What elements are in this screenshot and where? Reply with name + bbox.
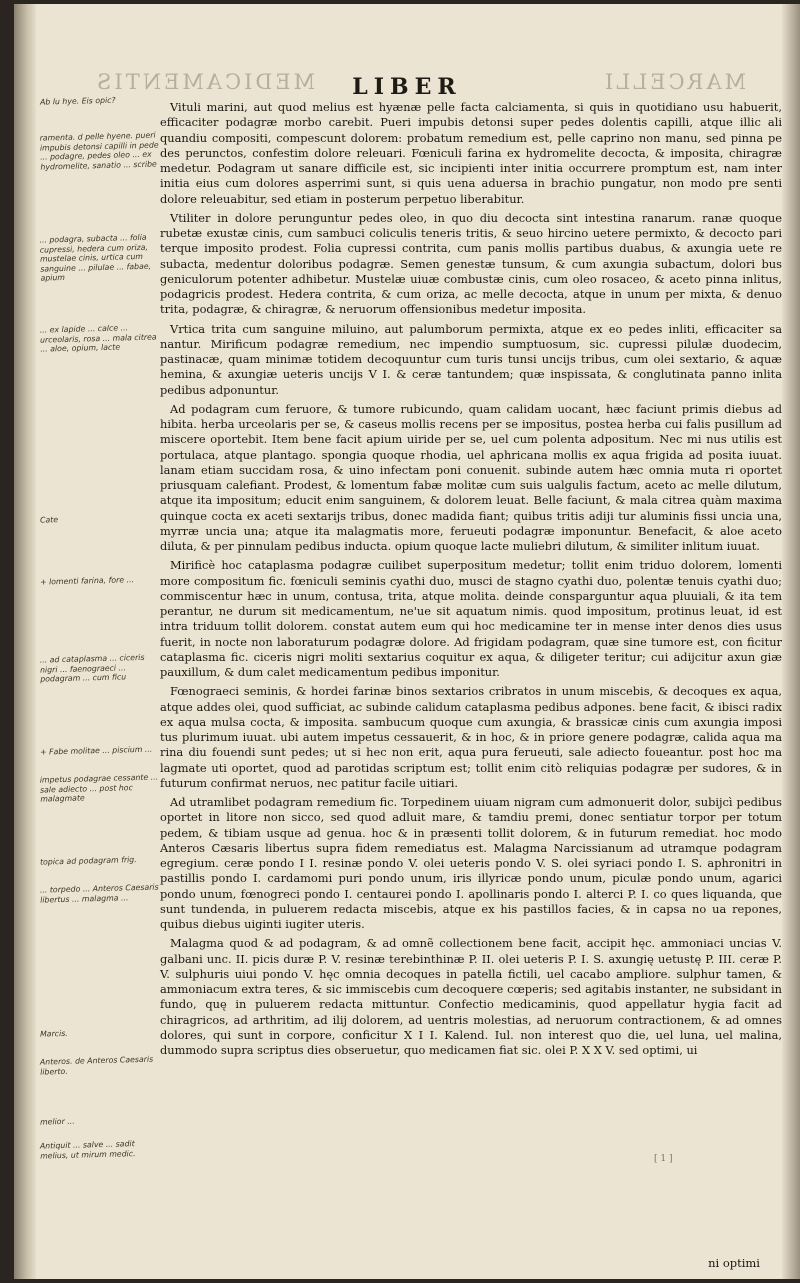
handwritten-margin-note: Ab lu hye. Eis opic?: [39, 95, 116, 107]
paragraph: Malagma quod & ad podagram, & ad omnẽ collectionem bene facit, accipit hęc. ammoniaci uncias V. galbani unc. II. picis duræ P. V. resinæ terebinthinæ P. II. olei ueteris P. I. S. axungię uetustę P. III. ceræ P. V. sulphuris uiui pondo V. hęc omnia decoques in patella fictili, uel cacabo ampliore. sulphur tamen, & ammoniacum extra teres, & sic immiscebis cum decoquere cœperis; sed agitabis instanter, ne subsidant in fundo, quę in puluerem redacta mittuntur. Confectio medicaminis, quod appellatur hygia facit ad chiragricos, ad arthritim, ad ilij dolorem, ad uentris molestias, ad neruorum contractionem, & ad omnes dolores, qui sunt in corpore, conficitur X I I. Kalend. Iul. non interest quo die, uel luna, uel malina, dummodo supra scriptus dies obseruetur, quo medicamen fiat sic. olei P. X X V. sed optimi, ui: [160, 936, 782, 1057]
main-text: [160, 100, 782, 1062]
paragraph: Vrtica trita cum sanguine miluino, aut palumborum permixta, atque ex eo pedes inliti, efficaciter sa nantur. Mirificum podagræ remedium, nec impendio sumptuosum, sic. cupressi pilulæ duodecim, pastinacæ, quam minimæ totidem decoquuntur cum turis tunsi uncijs tribus, cum olei sextario, & aquæ hemina, & axungiæ ueteris uncijs V I. & ceræ tantundem; quæ inspissata, & conglutinata panno inlita pedibus adponuntur.: [160, 321, 782, 397]
paragraph: Ad utramlibet podagram remedium fic. Torpedinem uiuam nigram cum admonuerit dolor, subijcì pedibus oportet in litore non sicco, sed quod adluit mare, & tamdiu premi, donec sentiatur torpor per totum pedem, & tibiam usque ad genua. hoc & in præsenti tollit dolorem, & in futurum remediat. hoc modo Anteros Cæsaris libertus supra fidem remediatus est. Malagma Narcissianum ad utramque podagram egregium. ceræ pondo I I. resinæ pondo V. olei ueteris pondo V. S. olei syriaci pondo I. S. aphronitri in pastillis pondo I. cardamomi puri pondo unum, iris illyricæ pondo unum, piculæ pondo unum, agarici pondo unum, fœnogreci pondo I. centaurei pondo I. apollinaris pondo I. alterci P. I. co ques liquanda, que sunt tundenda, in puluerem redacta miscebis, atque ex his pastillos facies, & in capsa no ua repones, quibus diebus uiginti iugiter uteris.: [160, 795, 782, 931]
folio-mark: [ 1 ]: [654, 1154, 673, 1164]
handwritten-margin-note: Cate: [39, 515, 59, 525]
handwritten-margin-note: Antiquit ... salve ... sadit melius, ut mirum medic.: [39, 1139, 136, 1161]
handwritten-margin-note: ... ad cataplasma ... ciceris nigri ... faenograeci ... podagram ... cum ficu: [39, 652, 145, 684]
handwritten-margin-note: ... torpedo ... Anteros Caesaris libertus ... malagma ...: [39, 882, 159, 905]
paragraph: Ad podagram cum feruore, & tumore rubicundo, quam calidam uocant, hæc faciunt primis diebus ad hibita. herba urceolaris per se, & caseus mollis recens per se impositus, postea herba cui falis pusillum ad miscere oportebit. Item bene facit apium uiride per se, uel cum polenta adpositum. Nec mi nus utilis est portulaca, atque plantago. spongia quoque rhodia, uel aphricana mollis ex aqua frigida ad posita iuuat. lanam etiam succidam rosa, & uino infectam poni conuenit. subinde autem hæc omnia muta ri oportet priusquam calefiant. Prodest, & lomentum fabæ molitæ cum suis ualgulis factum, aceto ac melle dilutum, atque ita impositum; educit enim sanguinem, & dolorem leuat. Belle faciunt, & mala citrea quàm maxima quinque cocta ex aceti sextarijs tribus, donec madida fiant; quibus tritis adiji tur aluminis fissi uncia una, myrræ uncia una; atque ita malagmatis more, ferueuti podagræ imponuntur. Benefacit, & aloe aceto diluta, & per pinnulam pedibus inducta. opium quoque lacte muliebri dilutum, & similiter inlitum iuuat.: [160, 401, 782, 553]
binding-gutter: [14, 4, 36, 1279]
paragraph: Mirificè hoc cataplasma podagræ cuilibet superpositum medetur; tollit enim triduo dolorem, lomenti more compositum fic. fœniculi seminis cyathi duo, musci de stagno cyathi duo, polentæ tenuis cyathi duo; commiscentur hæc in unum, contusa, trita, atque molita. deinde consparguntur aqua pluuiali, & ita tem perantur, ne durum sit medicamentum, ne'ue sit aquatum nimis. quod impositum, protinus leuat, id est intra triduum tollit dolorem. constat autem eum qui hoc medicamine ter in mense inter denos dies usus fuerit, in nocte non laboraturum podagræ dolore. Ad frigidam podagram, quæ sine tumore est, con ficitur cataplasma fic. ciceris nigri moliti sextarius coquitur ex aqua, & diligeter teritur; cui adijcitur axun giæ pauxillum, & dum calet medicamentum pedibus imponitur.: [160, 558, 782, 679]
paragraph: Vtiliter in dolore perunguntur pedes oleo, in quo diu decocta sint intestina ranarum. ranæ quoque rubetæ exustæ cinis, cum sambuci coliculis teneris tritis, & seuo hircino uetere permixto, & decocto pari terque imposito prodest. Folia cupressi contrita, cum panis mollis partibus duabus, & axungia uete re subacta, medentur doloribus podagræ. Semen genestæ tunsum, & cum axungia subactum, dolori bus geniculorum potenter adhibetur. Mustelæ uiuæ combustæ cinis, cum oleo rosaceo, & aceto pinna inlitus, podagricis prodest. Hedera contrita, & cum oriza, ac melle decocta, atque in unum per mixta, & denuo trita, podagræ, & chiragræ, & neruorum offensionibus medetur imposita.: [160, 210, 782, 317]
handwritten-margin-note: Anteros. de Anteros Caesaris liberto.: [39, 1054, 154, 1077]
running-header: LIBER: [352, 74, 462, 100]
handwritten-margin-note: + lomenti farina, fore ...: [39, 575, 135, 587]
bleed-through-text: MEDICAMENTIS: [94, 70, 316, 94]
handwritten-margin-note: ... podagra, subacta ... folia cupressi, hedera cum oriza, mustelae cinis, urtica cum sanguine ... pilulae ... fabae, apium: [39, 232, 152, 283]
book-page: [14, 4, 800, 1279]
handwritten-margin-note: ... ex lapide ... calce ... urceolaris, rosa ... mala citrea ... aloe, opium, lacte: [39, 323, 157, 354]
handwritten-margin-note: topica ad podagram frig.: [39, 855, 137, 867]
handwritten-margin-note: ramenta. d pelle hyene. pueri impubis detonsi capilli in pede ... podagre, pedes oleo ... ex hydromelite, sanatio ... scribe: [39, 130, 159, 172]
handwritten-margin-note: + Fabe molitae ... piscium ...: [39, 744, 153, 757]
handwritten-margin-note: Marcis.: [39, 1028, 68, 1039]
handwritten-margin-note: impetus podagrae cessante ... sale adiecto ... post hoc malagmate: [39, 772, 159, 804]
paragraph: Fœnograeci seminis, & hordei farinæ binos sextarios cribratos in unum miscebis, & decoques ex aqua, atque addes olei, quod sufficiat, ac subinde calidum cataplasma pedibus adpones. bene facit, & ibisci radix ex aqua mulsa cocta, & imposita. sambucum quoque cum axungia, & brassicæ cinis cum axungia imposi tus plurimum iuuat. ubi autem impetus cessauerit, & in hoc, & in priore genere podagræ, calida aqua ma rina diu fouendi sunt pedes; ut si hec non erit, aqua pura ferueuti, sale adiecto foueantur. post hoc ma lagmate uti oportet, quod ad parotidas scriptum est; tollit enim citò reliquias podagræ per sudores, & in futurum confirmat neruos, nec patitur facile uitiari.: [160, 684, 782, 790]
paragraph: Vituli marini, aut quod melius est hyænæ pelle facta calciamenta, si quis in quotidiano usu habuerit, efficaciter podagræ morbo carebit. Pueri impubis detonsi super pedes dolentis capilli, atque illic ali quandiu compositi, compescunt dolorem: probatum remedium est, pelle caprino non manu, sed pinna pe des perunctos, confestim dolore releuari. Fœniculi farina ex hydromelite decocta, & imposita, chiragræ medetur. Podagram ut sanare difficile est, sic incipienti inter initia occurrere promptum est, nam inter initia eius cum dolores asperrimi sunt, si quis uena aduersa in brachio pungatur, non modo pre senti dolore releuabitur, sed etiam in posterum perpetuo liberabitur.: [160, 100, 782, 206]
page-edge: [782, 4, 800, 1279]
bleed-through-text: MARCELLI: [602, 70, 747, 94]
handwritten-margin-note: melior ...: [39, 1116, 75, 1127]
catchword: ni optimi: [708, 1256, 760, 1270]
